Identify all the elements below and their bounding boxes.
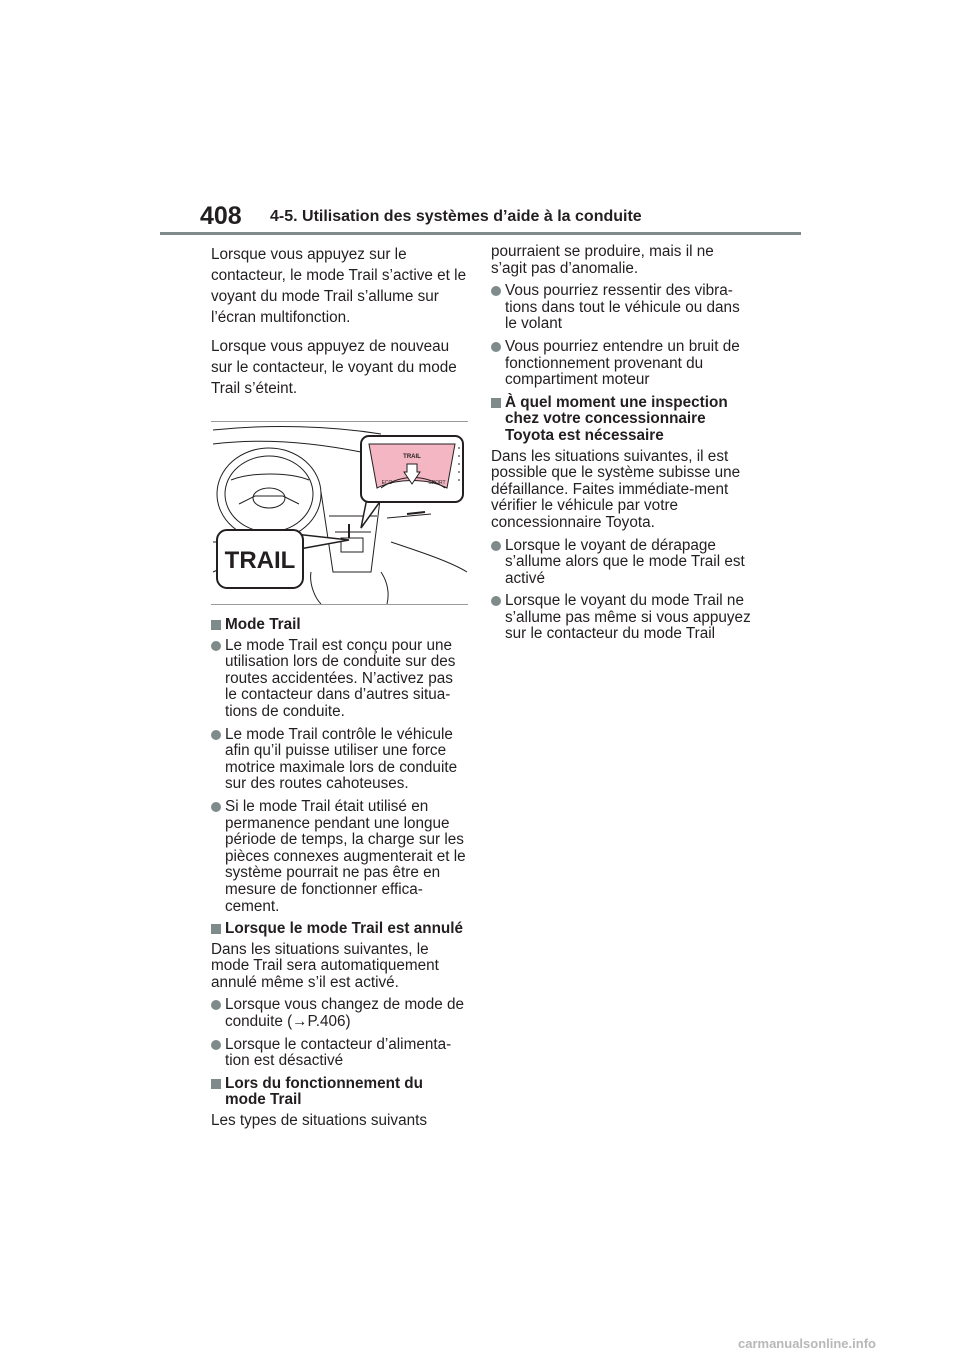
header-rule: [160, 232, 801, 235]
square-bullet-icon: [211, 924, 221, 934]
paragraph-cancelled: Dans les situations suivantes, le mode Trail sera automatiquement annulé même s’il est activé.: [211, 940, 439, 991]
bullet-item: Lorsque le voyant de dérapage s’allume alors que le mode Trail est activé: [491, 538, 753, 588]
left-column: [211, 244, 468, 1136]
circle-bullet-icon: [491, 596, 501, 606]
bullet-item: Lorsque vous changez de mode de conduite (→P.406): [211, 997, 468, 1030]
section-title: 4-5. Utilisation des systèmes d’aide à la conduite: [270, 208, 642, 225]
footer-watermark[interactable]: carmanualsonline.info: [738, 1336, 876, 1351]
circle-bullet-icon: [211, 802, 221, 812]
dashboard-illustration: [211, 421, 468, 605]
circle-bullet-icon: [491, 342, 501, 352]
circle-bullet-icon: [211, 1000, 221, 1010]
bullet-item: Le mode Trail contrôle le véhicule afin qu’il puisse utiliser une force motrice maximale lors de conduite sur des routes cahoteuses.: [211, 727, 468, 793]
dashboard-drawing: [211, 422, 468, 604]
intro-paragraph-2: Lorsque vous appuyez de nouveau sur le contacteur, le voyant du mode Trail s’éteint.: [211, 338, 457, 397]
heading-trail-operation: Lors du fonctionnement du mode Trail: [211, 1076, 468, 1109]
bullet-item: Lorsque le voyant du mode Trail ne s’allume pas même si vous appuyez sur le contacteur du mode Trail: [491, 593, 753, 643]
bullet-item: Lorsque le contacteur d’alimenta-tion est désactivé: [211, 1037, 468, 1070]
square-bullet-icon: [211, 620, 221, 630]
circle-bullet-icon: [491, 286, 501, 296]
bullet-item: Si le mode Trail était utilisé en permanence pendant une longue période de temps, la charge sur les pièces connexes augmenterait et le système pourrait ne pas être en mesure de fonctionner effica-cement.: [211, 799, 468, 915]
bullet-item: Vous pourriez ressentir des vibra-tions dans tout le véhicule ou dans le volant: [491, 283, 753, 333]
circle-bullet-icon: [491, 541, 501, 551]
circle-bullet-icon: [211, 1040, 221, 1050]
paragraph-continuation: pourraient se produire, mais il ne s’agit pas d’anomalie.: [491, 243, 714, 277]
bullet-item: Vous pourriez entendre un bruit de fonctionnement provenant du compartiment moteur: [491, 339, 753, 389]
square-bullet-icon: [211, 1079, 221, 1089]
paragraph-inspection: Dans les situations suivantes, il est possible que le système subisse une défaillance. Faites immédiate-ment vérifier le véhicule par votre concessionnaire Toyota.: [491, 447, 741, 531]
square-bullet-icon: [491, 398, 501, 408]
display-sport-label: SPORT: [428, 480, 446, 486]
paragraph-situation-types: Les types de situations suivants: [211, 1112, 427, 1130]
circle-bullet-icon: [211, 730, 221, 740]
right-column: [491, 244, 753, 649]
intro-paragraph-1: Lorsque vous appuyez sur le contacteur, le mode Trail s’active et le voyant du mode Trail s’allume sur l’écran multifonction.: [211, 246, 467, 326]
circle-bullet-icon: [211, 641, 221, 651]
heading-inspection: À quel moment une inspection chez votre concessionnaire Toyota est nécessaire: [491, 395, 753, 445]
heading-mode-trail: Mode Trail: [211, 617, 468, 634]
trail-callout-label: TRAIL: [224, 547, 296, 574]
page-number: 408: [200, 202, 242, 230]
display-eco-label: ECO: [381, 480, 393, 486]
bullet-item: Le mode Trail est conçu pour une utilisation lors de conduite sur des routes accidentées. N’activez pas le contacteur dans d’autres situa-tions de conduite.: [211, 638, 468, 721]
display-trail-label: TRAIL: [403, 454, 421, 460]
heading-trail-cancelled: Lorsque le mode Trail est annulé: [211, 921, 468, 938]
